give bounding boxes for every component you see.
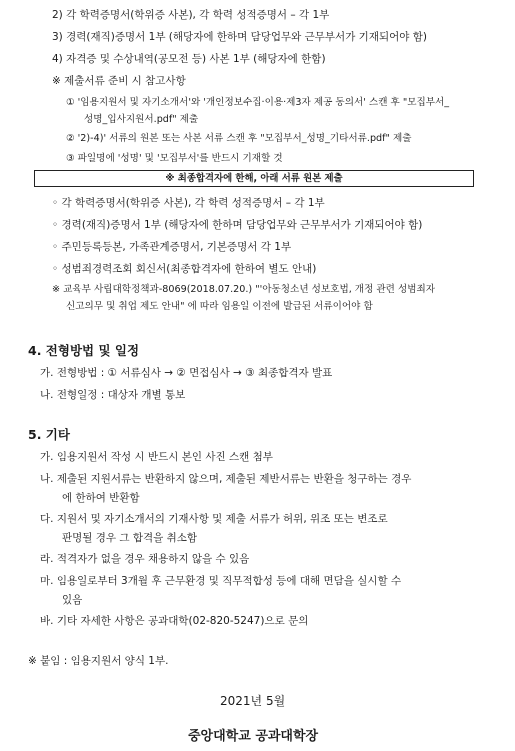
doc-item-licenses-awards: 4) 자격증 및 수상내역(공모전 등) 사본 1부 (해당자에 한함) [52,53,326,65]
section4-item-method: 가. 전형방법 : ① 서류심사 → ② 면접심사 → ③ 최종합격자 발표 [40,367,333,379]
final-doc-resident-registration: ◦ 주민등록등본, 가족관계증명서, 기본증명서 각 1부 [52,241,292,253]
section5-item-ma: 마. 임용일로부터 3개월 후 근무환경 및 직무적합성 등에 대해 면담을 실시할 수 [40,575,402,587]
doc-item-career-certificate: 3) 경력(재직)증명서 1부 (해당자에 한하며 담당업무와 근무부서가 기재되어야 함) [52,31,427,43]
dean-signature: 중앙대학교 공과대학장 [188,729,319,744]
section5-item-da: 다. 지원서 및 자기소개서의 기재사항 및 제출 서류가 허위, 위조 또는 변조로 [40,513,388,525]
submission-note-2: ② '2)-4)' 서류의 원본 또는 사본 서류 스캔 후 "모집부서_성명_기타서류.pdf" 제출 [66,133,412,144]
final-applicant-notice-box [34,170,474,187]
section5-item-ra: 라. 적격자가 없을 경우 채용하지 않을 수 있음 [40,553,250,565]
section5-item-ma-cont: 있음 [62,594,83,606]
attachment-note: ※ 붙임 : 임용지원서 양식 1부. [28,655,169,667]
section5-item-na: 나. 제출된 지원서류는 반환하지 않으며, 제출된 제반서류는 반환을 청구하는 경우 [40,473,412,485]
section5-item-ba: 바. 기타 자세한 사항은 공과대학(02-820-5247)으로 문의 [40,615,309,627]
final-doc-ministry-note-cont: 신고의무 및 취업 제도 안내" 에 따라 임용일 이전에 발급된 서류이어야 함 [66,301,373,312]
submission-note-3: ③ 파일명에 '성명' 및 '모집부서'를 반드시 기재할 것 [66,153,283,164]
doc-item-transcripts: 2) 각 학력증명서(학위증 사본), 각 학력 성적증명서 – 각 1부 [52,9,330,21]
final-doc-career: ◦ 경력(재직)증명서 1부 (해당자에 한하며 담당업무와 근무부서가 기재되어야 함) [52,219,423,231]
final-doc-transcripts: ◦ 각 학력증명서(학위증 사본), 각 학력 성적증명서 – 각 1부 [52,197,325,209]
section5-item-na-cont: 에 한하여 반환함 [62,492,140,504]
section5-item-ga: 가. 임용지원서 작성 시 반드시 본인 사진 스캔 첨부 [40,451,273,463]
submission-note-title: ※ 제출서류 준비 시 참고사항 [52,75,186,87]
final-applicant-notice-text: ※ 최종합격자에 한해, 아래 서류 원본 제출 [165,173,343,184]
final-doc-ministry-note: ※ 교육부 사립대학정책과-8069(2018.07.20.) "'아동청소년 성보호법, 개정 관련 성범죄자 [52,284,436,295]
section4-title: 4. 전형방법 및 일정 [28,343,140,358]
final-doc-crime-record: ◦ 성범죄경력조회 회신서(최종합격자에 한하여 별도 안내) [52,263,317,275]
submission-note-1-cont: 성명_입사지원서.pdf" 제출 [84,114,199,125]
section5-title: 5. 기타 [28,427,70,442]
submission-note-1: ① '임용지원서 및 자기소개서'와 '개인정보수집·이용·제3자 제공 동의서' 스캔 후 "모집부서_ [66,97,450,108]
document-date: 2021년 5월 [220,694,286,708]
section4-item-schedule: 나. 전형일정 : 대상자 개별 통보 [40,389,186,401]
section5-item-da-cont: 판명될 경우 그 합격을 취소함 [62,532,198,544]
